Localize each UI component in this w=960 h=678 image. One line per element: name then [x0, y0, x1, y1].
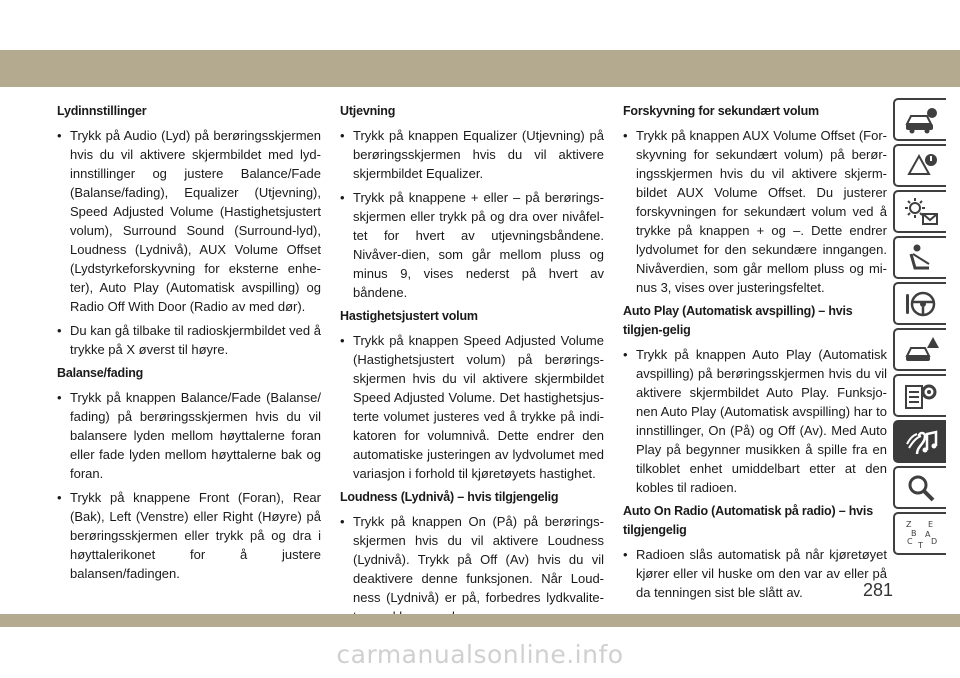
index-letter-t: T [917, 540, 923, 550]
footer-band [0, 614, 960, 627]
column-1 [57, 102, 321, 588]
page-number: 281 [862, 580, 893, 600]
tab-tools-gear[interactable] [893, 374, 946, 417]
column-2 [340, 102, 604, 631]
heading-loudness: Loudness (Lydnivå) – hvis tilgjengelig [340, 490, 559, 504]
heading-forskyvning: Forskyvning for sekundært volum [623, 104, 819, 118]
tab-car-info[interactable] [893, 98, 946, 141]
index-letter-c: C [906, 536, 913, 546]
search-icon [903, 472, 939, 504]
tab-car-warning[interactable] [893, 328, 946, 371]
seat-safety-icon [903, 242, 939, 274]
bullet-front-rear: • Trykk på knappene Front (Foran), Rear (Bak), Left (Venstre) eller Right (Høyre) på berøringsskjermen eller trykk på og dra i høyttalerikonet for å justere balansen/fadingen. [57, 488, 321, 583]
bullet-return: • Du kan gå tilbake til radioskjermbildet ved å trykke på X øverst til høyre. [57, 321, 321, 359]
heading-auto-on-radio: Auto On Radio (Automatisk på radio) – hvis tilgjengelig [623, 504, 873, 537]
bullet-plus-minus: • Trykk på knappene + eller – på berørings-skjermen eller trykk på og dra over nivåfel-tet for hvert av utjevningsbåndene. Nivåver-dien, som går mellom pluss og minus 9, vises nederst på hvert av båndene. [340, 188, 604, 302]
bullet-equalizer: • Trykk på knappen Equalizer (Utjevning) på berøringsskjermen hvis du vil aktivere skjermbildet Equalizer. [340, 126, 604, 183]
column-3 [623, 102, 887, 607]
index-letter-d: D [930, 536, 937, 546]
tab-search[interactable] [893, 466, 946, 509]
tab-alphabet-index[interactable] [893, 512, 946, 555]
index-letter-e: E [927, 519, 933, 529]
tools-gear-icon [903, 380, 939, 412]
tab-multimedia[interactable] [893, 420, 946, 463]
bullet-balance-fade: • Trykk på knappen Balance/Fade (Balanse/ fading) på berøringsskjermen hvis du vil balansere lyden mellom høyttalerne foran eller fade lyden mellom høyttalerne bak og foran. [57, 388, 321, 483]
multimedia-music-icon [903, 426, 939, 458]
car-warning-icon [903, 334, 939, 366]
bullet-auto-on-radio: • Radioen slås automatisk på når kjøretøyet kjører eller vil huske om den var av eller på da tenningen sist ble slått av. [623, 545, 887, 602]
tab-seat-safety[interactable] [893, 236, 946, 279]
car-info-icon [903, 104, 939, 136]
steering-wheel-icon [903, 288, 939, 320]
alphabet-index-icon [903, 518, 939, 550]
header-band [0, 50, 960, 87]
heading-utjevning: Utjevning [340, 104, 396, 118]
index-letter-a: A [924, 529, 930, 539]
heading-hastighetsjustert: Hastighetsjustert volum [340, 309, 478, 323]
bullet-speed-volume: • Trykk på knappen Speed Adjusted Volume (Hastighetsjustert volum) på berørings-skjermen hvis du vil aktivere skjermbildet Speed Adjusted Volume. Det hastighetsjus-terte volumet justeres ved å trykke på indi-katoren for volumnivå. Dette endrer den automatiske justeringen av lydvolumet med variasjon i forhold til kjøretøyets hastighet. [340, 331, 604, 483]
heading-balanse: Balanse/fading [57, 366, 144, 380]
chapter-tabs [893, 98, 946, 558]
tab-lights-message[interactable] [893, 190, 946, 233]
bullet-aux-offset: • Trykk på knappen AUX Volume Offset (For-skyvning for sekundært volum) på berør-ingsskjermen hvis du vil aktivere skjerm-bildet AUX Volume Offset. Du justerer forskyvningen for sekundært volum ved å trykke på knappen + og –. Dette endrer lydvolumet for den sekundære inngangen. Nivåverdien, som går mellom pluss og mi-nus 3, vises over justeringsfeltet. [623, 126, 887, 297]
index-letter-z: Z [905, 519, 911, 529]
bullet-loudness: • Trykk på knappen On (På) på berørings-skjermen hvis du vil aktivere Loudness (Lydnivå). Trykk på Off (Av) hvis du vil deaktivere denne funksjonen. Når Loud-ness (Lydnivå) er på, forbedres lydkvalite- [340, 512, 604, 626]
tab-steering-wheel[interactable] [893, 282, 946, 325]
index-letter-b: B [910, 528, 916, 538]
tab-warning-info[interactable] [893, 144, 946, 187]
watermark: carmanualsonline.info [336, 640, 624, 669]
bullet-auto-play: • Trykk på knappen Auto Play (Automatisk avspilling) på berøringsskjermen hvis du vil aktivere skjermbildet Auto Play. Funksjo-nen Auto Play (Automatisk avspilling) har to innstillinger, On (På) og Off (Av). Med Auto Play på begynner musikken å spille fra en tilkoblet enhet umiddelbart etter at den kobles til radioen. [623, 345, 887, 497]
heading-auto-play: Auto Play (Automatisk avspilling) – hvis tilgjen-gelig [623, 304, 853, 337]
heading-lydinnstillinger: Lydinnstillinger [57, 104, 147, 118]
bullet-audio: • Trykk på Audio (Lyd) på berøringsskjermen hvis du vil aktivere skjermbildet med lyd-innstillinger og justere Balance/Fade (Balanse/fading), Equalizer (Utjevning), Speed Adjusted Volume (Hastighetsjustert volum), Surround Sound (Surround-lyd), Loudness (Lydnivå), AUX Volume Offset (Lydstyrkeforskyvning for eksterne enhe-ter), Auto Play (Automatisk avspilling) og Radio Off With Door (Radio av med dør). [57, 126, 321, 316]
warning-info-icon [903, 150, 939, 182]
lights-message-icon [903, 196, 939, 228]
